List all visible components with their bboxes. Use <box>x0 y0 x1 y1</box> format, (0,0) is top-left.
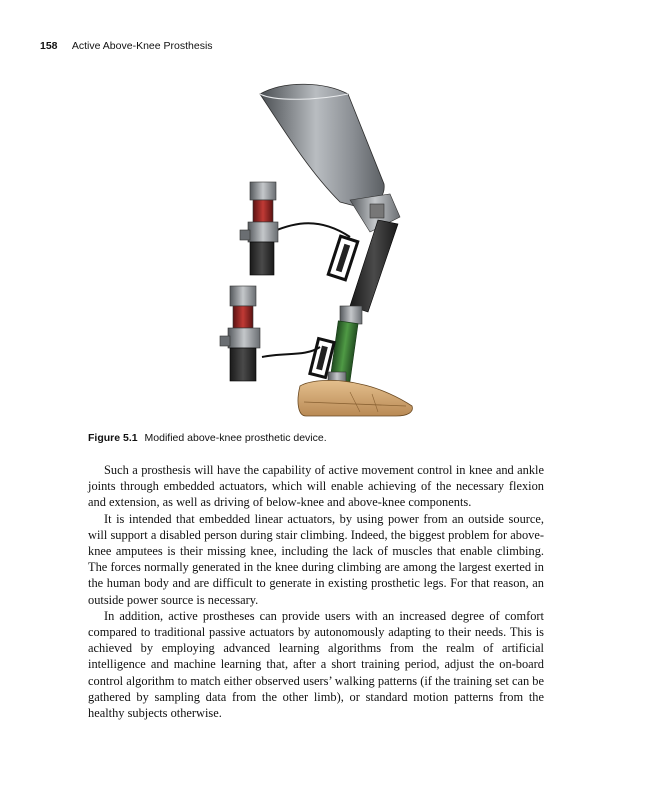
paragraph: In addition, active prostheses can provide users with an increased degree of comfort compared to traditional passive actuators by autonomously adapting to their needs. This is achieved by employing advanced learning algorithms from the realm of artificial intelligence and machine learning that, after a short training period, adjust the on-board control algorithm to match either observed users’ walking patterns (if the training set can be gathered by sampling data from the other limb), or standard motion patterns from the healthy subjects otherwise. <box>88 608 544 721</box>
prosthesis-figure <box>200 72 430 430</box>
page-number: 158 <box>40 40 58 52</box>
running-title: Active Above-Knee Prosthesis <box>71 40 213 52</box>
figure-label: Figure 5.1 <box>88 432 138 444</box>
running-head <box>40 40 213 52</box>
body-text <box>88 462 544 721</box>
prosthesis-illustration <box>200 72 430 430</box>
lower-actuator <box>220 286 260 381</box>
paragraph: It is intended that embedded linear actuators, by using power from an outside source, will support a disabled person during stair climbing. Indeed, the biggest problem for above-knee amputees is their missing knee, including the lack of muscles that enable climbing. The forces normally generated in the knee during climbing are among the largest exerted in the human body and are difficult to generate in existing prosthetic legs. For that reason, an outside power source is necessary. <box>88 511 544 607</box>
figure-caption <box>88 432 327 444</box>
paragraph: Such a prosthesis will have the capability of active movement control in knee and ankle joints through embedded actuators, which will enable achieving of the necessary flexion and extension, as well as driving of below-knee and above-knee components. <box>88 463 544 510</box>
figure-caption-text: Modified above-knee prosthetic device. <box>144 432 327 444</box>
upper-actuator <box>240 182 278 275</box>
